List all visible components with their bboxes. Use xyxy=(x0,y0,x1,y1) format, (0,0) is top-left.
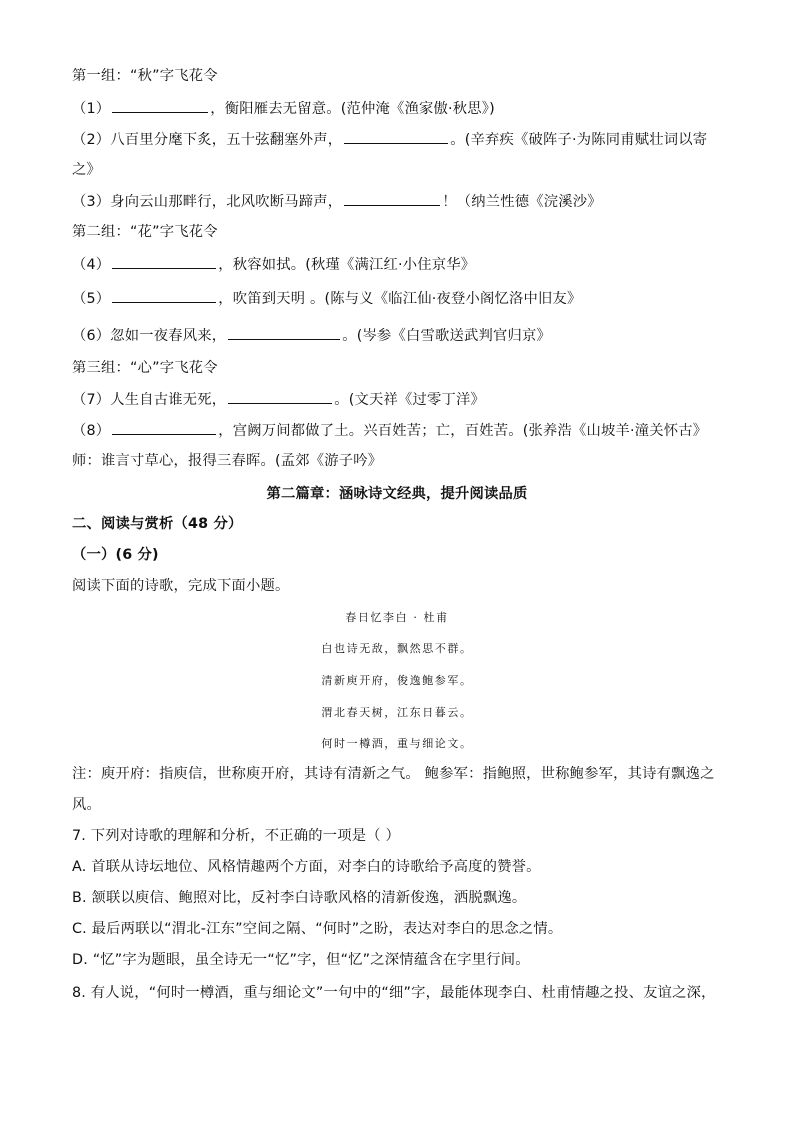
answer-blank[interactable] xyxy=(344,129,448,144)
poem-line: 白也诗无敌，飘然思不群。 xyxy=(321,642,473,655)
answer-blank[interactable] xyxy=(112,98,208,113)
question-text: （2）八百里分麾下炙，五十弦翻塞外声， xyxy=(72,132,343,148)
question-text: ，宫阙万间都做了土。兴百姓苦；亡，百姓苦。(张养浩《山坡羊·潼关怀古》 xyxy=(218,423,708,439)
poem-title: 春日忆李白 · 杜甫 xyxy=(345,611,449,624)
answer-blank[interactable] xyxy=(228,389,332,404)
answer-blank[interactable] xyxy=(112,254,216,269)
option-a[interactable]: A. 首联从诗坛地位、风格情趣两个方面，对李白的诗歌给予高度的赞誉。 xyxy=(72,859,541,875)
note-line-2: 风。 xyxy=(72,797,101,813)
question-8-blank xyxy=(72,420,707,441)
question-1 xyxy=(72,98,495,119)
question-text: ，吹笛到天明 。(陈与义《临江仙·夜登小阁忆洛中旧友》 xyxy=(218,291,582,307)
option-d[interactable]: D. “忆”字为题眼，虽全诗无一“忆”字，但“忆”之深情蕴含在字里行间。 xyxy=(72,952,530,968)
question-text: （3）身向云山那畔行，北风吹断马蹄声， xyxy=(72,194,343,210)
answer-blank[interactable] xyxy=(112,288,216,303)
question-source: 。(辛弃疾《破阵子·为陈同甫赋壮词以寄 xyxy=(450,132,708,148)
question-number: （1） xyxy=(72,101,111,117)
question-7-blank xyxy=(72,389,485,410)
poem-line: 清新庾开府，俊逸鲍参军。 xyxy=(321,674,473,687)
question-text: （6）忽如一夜春风来， xyxy=(72,328,227,344)
question-source: ！（纳兰性德《浣溪沙》 xyxy=(442,194,602,210)
group3-heading: 第三组：“心”字飞花令 xyxy=(72,360,218,376)
question-text: （7）人生自古谁无死， xyxy=(72,392,227,408)
chapter-title: 第二篇章：涵咏诗文经典，提升阅读品质 xyxy=(266,486,528,502)
question-number: （8） xyxy=(72,423,111,439)
group2-heading: 第二组：“花”字飞花令 xyxy=(72,224,218,240)
question-9-text: 师：谁言寸草心，报得三春晖。(孟郊《游子吟》 xyxy=(72,453,383,469)
question-source: 。(文天祥《过零丁洋》 xyxy=(334,392,486,408)
question-2 xyxy=(72,129,707,150)
group1-heading: 第一组：“秋”字飞花令 xyxy=(72,68,218,84)
note-line-1: 注：庾开府：指庾信，世称庾开府，其诗有清新之气。 鲍参军：指鲍照，世称鲍参军，其诗有飘逸之 xyxy=(72,766,715,782)
question-number: （4） xyxy=(72,257,111,273)
question-5 xyxy=(72,288,582,309)
question-6 xyxy=(72,325,551,346)
option-c[interactable]: C. 最后两联以“渭北-江东”空间之隔、“何时”之盼，表达对李白的思念之情。 xyxy=(72,921,563,937)
question-7-stem: 7. 下列对诗歌的理解和分析，不正确的一项是（ ） xyxy=(72,828,400,844)
question-3 xyxy=(72,191,602,212)
option-b[interactable]: B. 颔联以庾信、鲍照对比，反衬李白诗歌风格的清新俊逸，洒脱飘逸。 xyxy=(72,890,527,906)
answer-blank[interactable] xyxy=(344,191,440,206)
poem-line: 渭北春天树，江东日暮云。 xyxy=(321,706,473,719)
question-2-continuation: 之》 xyxy=(72,162,101,178)
answer-blank[interactable] xyxy=(112,420,216,435)
question-text: ，秋容如拭。(秋瑾《满江红·小住京华》 xyxy=(218,257,476,273)
question-source: 。(岑参《白雪歌送武判官归京》 xyxy=(342,328,551,344)
question-8-stem: 8. 有人说，“何时一樽酒，重与细论文”一句中的“细”字，最能体现李白、杜甫情趣之投、友谊之深， xyxy=(72,985,716,1001)
instruction: 阅读下面的诗歌，完成下面小题。 xyxy=(72,578,290,594)
question-4 xyxy=(72,254,475,275)
question-number: （5） xyxy=(72,291,111,307)
section-title: 二、阅读与赏析（48 分） xyxy=(72,516,243,532)
poem-line: 何时一樽酒，重与细论文。 xyxy=(321,737,473,750)
subsection-title: （一）(6 分) xyxy=(72,547,159,563)
answer-blank[interactable] xyxy=(228,325,340,340)
question-text: ，衡阳雁去无留意。(范仲淹《渔家傲·秋思》) xyxy=(210,101,495,117)
